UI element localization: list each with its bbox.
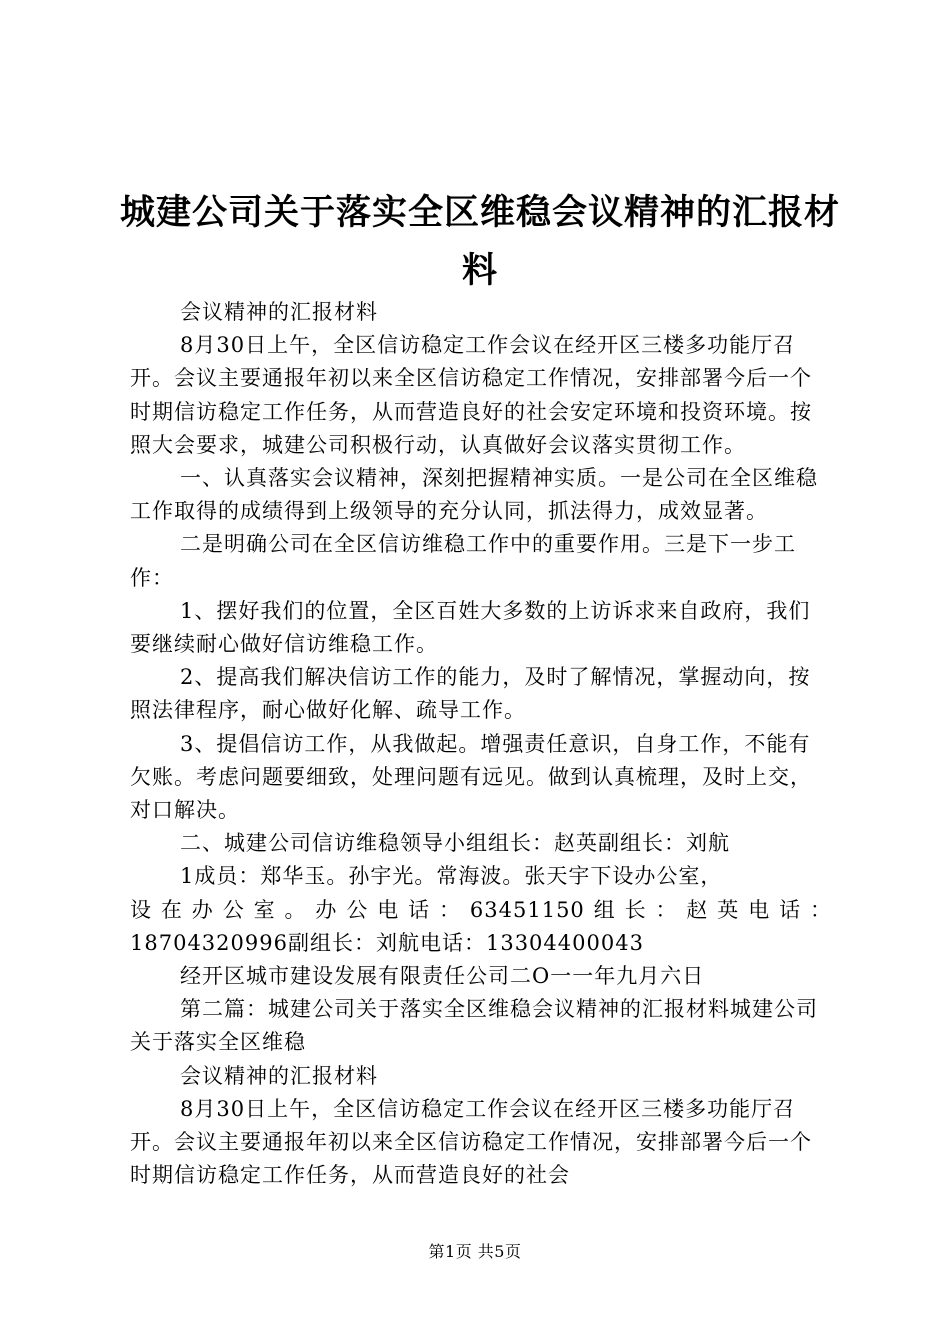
paragraph: 1、摆好我们的位置，全区百姓大多数的上访诉求来自政府，我们要继续耐心做好信访维稳工作。 xyxy=(130,598,811,657)
document-body xyxy=(130,296,832,1192)
paragraph: 18704320996副组长：刘航电话：13304400043 xyxy=(130,930,644,955)
paragraph: 经开区城市建设发展有限责任公司二O一一年九月六日 xyxy=(180,964,705,989)
paragraph: 会议精神的汇报材料 xyxy=(180,300,378,324)
paragraph: 会议精神的汇报材料 xyxy=(180,1063,378,1088)
paragraph: 2、提高我们解决信访工作的能力，及时了解情况，掌握动向，按照法律程序，耐心做好化解、疏导工作。 xyxy=(130,665,811,723)
paragraph: 二、城建公司信访维稳领导小组组长：赵英副组长：刘航 xyxy=(180,831,730,856)
document-title: 城建公司关于落实全区维稳会议精神的汇报材料 xyxy=(119,193,840,291)
paragraph: 设在办公室。办公电话：63451150组长：赵英电话： xyxy=(130,897,832,922)
paragraph: 8月30日上午，全区信访稳定工作会议在经开区三楼多功能厅召开。会议主要通报年初以来全区信访稳定工作情况，安排部署今后一个时期信访稳定工作任务，从而营造良好的社会 xyxy=(130,1096,812,1188)
paragraph: 第二篇：城建公司关于落实全区维稳会议精神的汇报材料城建公司关于落实全区维稳 xyxy=(130,997,818,1055)
paragraph: 1成员：郑华玉。孙宇光。常海波。张天宇下设办公室， xyxy=(180,864,723,889)
paragraph: 8月30日上午，全区信访稳定工作会议在经开区三楼多功能厅召开。会议主要通报年初以来全区信访稳定工作情况，安排部署今后一个时期信访稳定工作任务，从而营造良好的社会安定环境和投资环境。按照大会要求，城建公司积极行动，认真做好会议落实贯彻工作。 xyxy=(130,333,812,457)
paragraph: 二是明确公司在全区信访维稳工作中的重要作用。三是下一步工作： xyxy=(130,532,796,590)
paragraph: 3、提倡信访工作，从我做起。增强责任意识，自身工作，不能有欠账。考虑问题要细致，处理问题有远见。做到认真梳理，及时上交，对口解决。 xyxy=(130,731,812,823)
page-number: 第1页 共5页 xyxy=(428,1242,522,1261)
paragraph: 一、认真落实会议精神，深刻把握精神实质。一是公司在全区维稳工作取得的成绩得到上级领导的充分认同，抓法得力，成效显著。 xyxy=(130,466,818,524)
